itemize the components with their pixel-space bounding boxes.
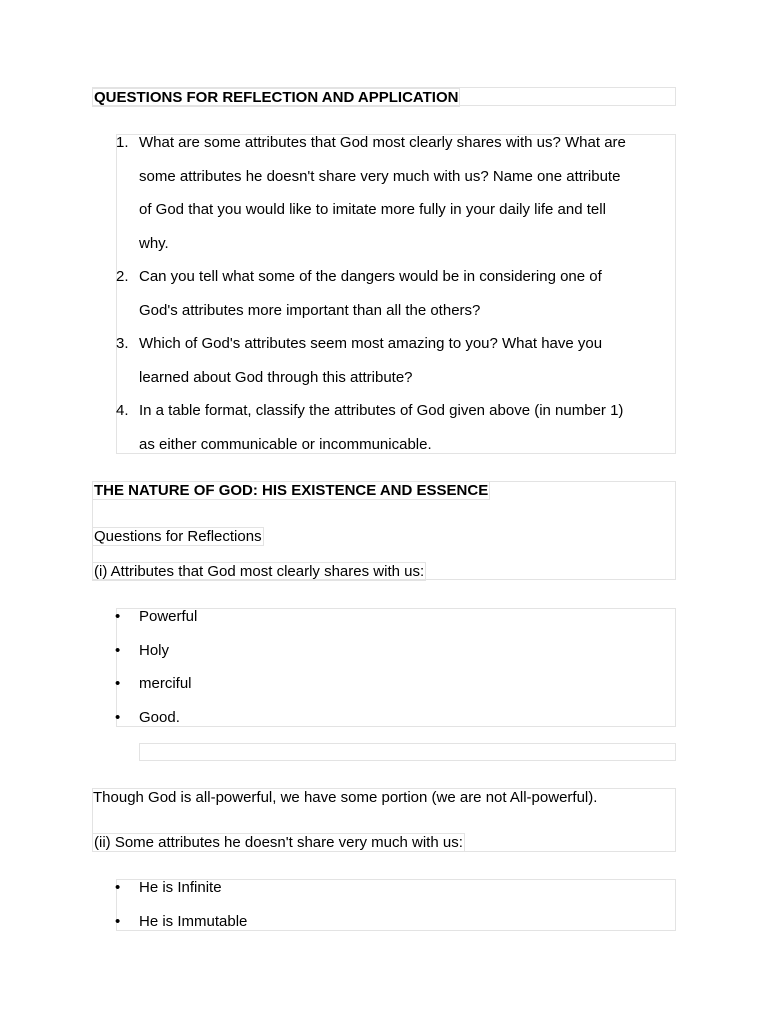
bullet-icon: • [115, 675, 121, 692]
question-line: Can you tell what some of the dangers would be in considering one of [139, 268, 602, 285]
empty-paragraph-box [139, 743, 676, 761]
question-line: Which of God's attributes seem most amazing to you? What have you [139, 335, 603, 352]
list-item: He is Infinite [139, 879, 222, 896]
heading-questions: QUESTIONS FOR REFLECTION AND APPLICATION [94, 89, 459, 106]
shared-intro: (i) Attributes that God most clearly shares with us: [94, 563, 425, 580]
bullet-icon: • [115, 879, 121, 896]
bullet-icon: • [115, 608, 121, 625]
question-line: In a table format, classify the attributes of God given above (in number 1) [139, 402, 624, 419]
question-line: What are some attributes that God most clearly shares with us? What are [139, 134, 626, 151]
question-line: of God that you would like to imitate more fully in your daily life and tell [139, 201, 606, 218]
question-line: God's attributes more important than all the others? [139, 302, 481, 319]
question-line: learned about God through this attribute? [139, 369, 413, 386]
question-line: why. [139, 235, 169, 252]
question-number: 4. [116, 402, 129, 419]
not-shared-intro: (ii) Some attributes he doesn't share very much with us: [94, 834, 463, 851]
bullet-icon: • [115, 642, 121, 659]
question-number: 1. [116, 134, 129, 151]
questions-for-reflections: Questions for Reflections [94, 528, 262, 545]
question-number: 3. [116, 335, 129, 352]
list-item: Good. [139, 709, 180, 726]
powerful-note: Though God is all-powerful, we have some portion (we are not All-powerful). [93, 789, 598, 806]
list-item: He is Immutable [139, 913, 248, 930]
list-item: Powerful [139, 608, 198, 625]
question-line: some attributes he doesn't share very much with us? Name one attribute [139, 168, 621, 185]
list-item: Holy [139, 642, 170, 659]
shared-list-box [116, 608, 676, 727]
heading-nature: THE NATURE OF GOD: HIS EXISTENCE AND ESSENCE [94, 482, 489, 499]
list-item: merciful [139, 675, 192, 692]
bullet-icon: • [115, 709, 121, 726]
question-line: as either communicable or incommunicable. [139, 436, 432, 453]
bullet-icon: • [115, 913, 121, 930]
question-number: 2. [116, 268, 129, 285]
